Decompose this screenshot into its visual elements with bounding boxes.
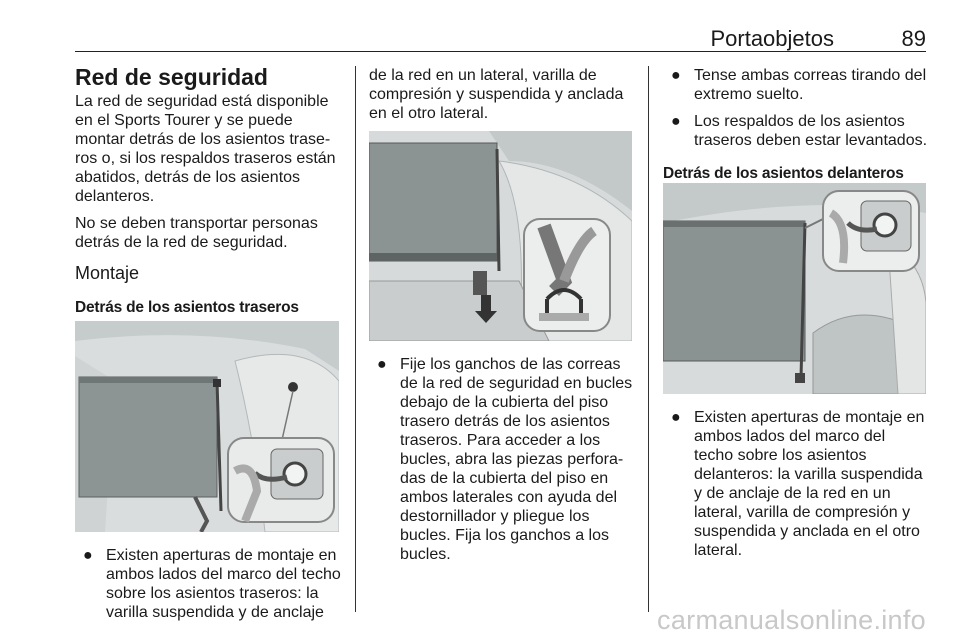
- floor-loops-illustration: [369, 131, 632, 341]
- list-item: [663, 112, 928, 150]
- bullet-glyph: ●: [671, 113, 681, 130]
- list-item: [663, 408, 928, 560]
- heading-red-de-seguridad: Red de seguridad: [75, 64, 268, 90]
- bullet-glyph: ●: [671, 409, 681, 426]
- page-number: 89: [901, 26, 926, 51]
- column-divider-2: [648, 66, 649, 612]
- list-item: [75, 546, 343, 622]
- continued-paragraph: de la red en un lateral, varilla de compresión y suspendida y anclada en el otro lateral.: [369, 67, 624, 122]
- bullet-text: Existen aperturas de montaje en ambos lados del marco del techo sobre los asientos traseros: la varilla suspendida y de anclaje: [106, 547, 341, 621]
- section-title: Portaobjetos: [710, 26, 834, 51]
- list-item: [663, 66, 928, 104]
- bullet-text: Tense ambas correas tirando del extremo suelto.: [694, 67, 927, 103]
- heading-rear-seats: Detrás de los asientos traseros: [75, 299, 299, 316]
- column-1: [75, 60, 343, 630]
- bullet-glyph: ●: [83, 547, 93, 564]
- column-divider-1: [355, 66, 356, 612]
- watermark: carmanualsonline.info: [657, 605, 926, 635]
- front-seats-illustration: [663, 183, 926, 394]
- heading-montaje: Montaje: [75, 263, 140, 283]
- bullet-text: Fije los ganchos de las correas de la red de seguridad en bucles debajo de la cubierta del piso trasero detrás de los asientos traseros. Para acceder a los bucles, abra las piezas perfora-das de la cubierta del piso en ambos laterales con ayuda del destornillador y pliegue los bucles. Fija los ganchos a los bucles.: [400, 356, 633, 563]
- list-item: [369, 355, 634, 564]
- bullet-text: Existen aperturas de montaje en ambos lados del marco del techo sobre los asientos delanteros: la varilla suspendida y de anclaje de la red en un lateral, varilla de compresión y suspendida y anclada en el otro lateral.: [694, 409, 925, 559]
- rear-seats-illustration: [75, 321, 339, 532]
- bullet-glyph: ●: [671, 67, 681, 84]
- column-3: [663, 66, 928, 568]
- heading-front-seats: Detrás de los asientos delanteros: [663, 165, 904, 182]
- warning-paragraph: No se deben transportar personas detrás de la red de seguridad.: [75, 215, 318, 251]
- page-header: [75, 27, 926, 51]
- header-rule: [75, 51, 926, 52]
- bullet-text: Los respaldos de los asientos traseros deben estar levantados.: [694, 113, 928, 149]
- bullet-glyph: ●: [377, 356, 387, 373]
- column-2: [369, 66, 634, 572]
- intro-paragraph: La red de seguridad está disponible en el Sports Tourer y se puede montar detrás de los asientos trase-ros o, si los respaldos traseros están abatidos, detrás de los asientos delanteros.: [75, 93, 336, 205]
